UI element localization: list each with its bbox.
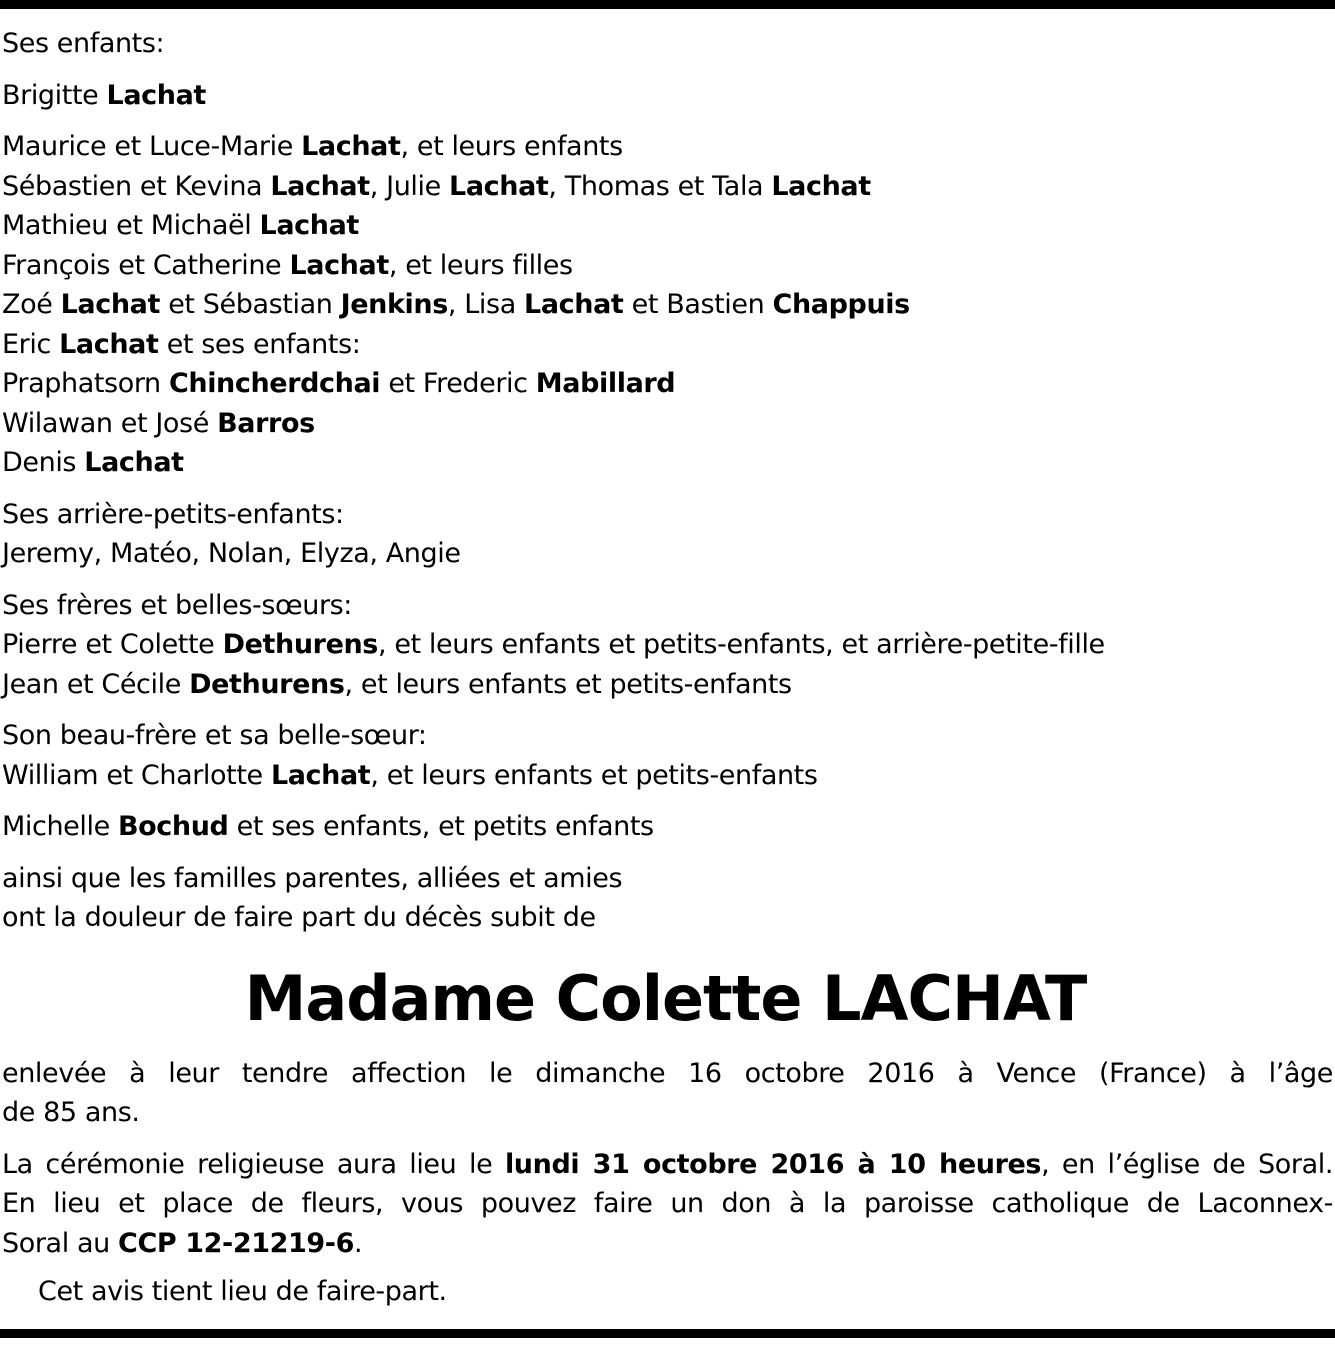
in-laws-section (2, 716, 1333, 795)
family-line-denis: Denis Lachat (2, 447, 184, 478)
great-grandchildren-section (2, 495, 1333, 574)
family-line-mathieu: Mathieu et Michaël Lachat (2, 210, 359, 241)
ceremony-line-2: En lieu et place de fleurs, vous pouvez faire un don à la paroisse catholique de Laconnex- (2, 1188, 1333, 1219)
family-line-praphatsorn: Praphatsorn Chincherdchai et Frederic Mabillard (2, 368, 676, 399)
siblings-heading: Ses frères et belles-sœurs: (2, 589, 353, 621)
death-notice-line-1: enlevée à leur tendre affection le dimanche 16 octobre 2016 à Vence (France) à l’âge (2, 1057, 1333, 1089)
in-laws-heading: Son beau-frère et sa belle-sœur: (2, 720, 427, 751)
family-line-zoe: Zoé Lachat et Sébastian Jenkins, Lisa Lachat et Bastien Chappuis (2, 289, 910, 320)
bottom-rule (0, 1329, 1335, 1338)
ceremony-section (2, 1145, 1333, 1264)
in-laws-line-william: William et Charlotte Lachat, et leurs enfants et petits-enfants (2, 759, 818, 791)
great-grandchildren-heading: Ses arrière-petits-enfants: (2, 498, 344, 530)
top-rule (0, 0, 1335, 9)
great-grandchildren-names: Jeremy, Matéo, Nolan, Elyza, Angie (2, 538, 461, 569)
closing-line: Cet avis tient lieu de faire-part. (38, 1276, 447, 1307)
announcement-line-2: ont la douleur de faire part du décès subit de (2, 902, 596, 933)
family-line-eric: Eric Lachat et ses enfants: (2, 328, 361, 360)
michelle-line: Michelle Bochud et ses enfants, et petits enfants (2, 811, 654, 842)
sibling-line-jean: Jean et Cécile Dethurens, et leurs enfants et petits-enfants (2, 668, 792, 700)
child-line-brigitte: Brigitte Lachat (2, 79, 206, 111)
family-line-wilawan: Wilawan et José Barros (2, 407, 315, 439)
children-heading: Ses enfants: (2, 28, 165, 59)
ceremony-line-3: Soral au CCP 12-21219-6. (2, 1227, 363, 1259)
family-lines (2, 127, 1333, 483)
siblings-section (2, 586, 1333, 705)
death-notice-line-2: de 85 ans. (2, 1097, 140, 1128)
family-line-maurice: Maurice et Luce-Marie Lachat, et leurs enfants (2, 131, 623, 162)
announcement-section (2, 859, 1333, 938)
family-line-francois: François et Catherine Lachat, et leurs filles (2, 249, 573, 281)
family-line-sebastien: Sébastien et Kevina Lachat, Julie Lachat, Thomas et Tala Lachat (2, 170, 871, 202)
ceremony-line-1: La cérémonie religieuse aura lieu le lundi 31 octobre 2016 à 10 heures, en l’église de Soral. (2, 1148, 1333, 1180)
obituary-notice (2, 24, 1333, 1312)
sibling-line-pierre: Pierre et Colette Dethurens, et leurs enfants et petits-enfants, et arrière-petite-fille (2, 629, 1105, 660)
deceased-name-heading: Madame Colette LACHAT (244, 961, 1087, 1035)
announcement-line-1: ainsi que les familles parentes, alliées et amies (2, 862, 623, 894)
death-notice-section (2, 1054, 1333, 1133)
